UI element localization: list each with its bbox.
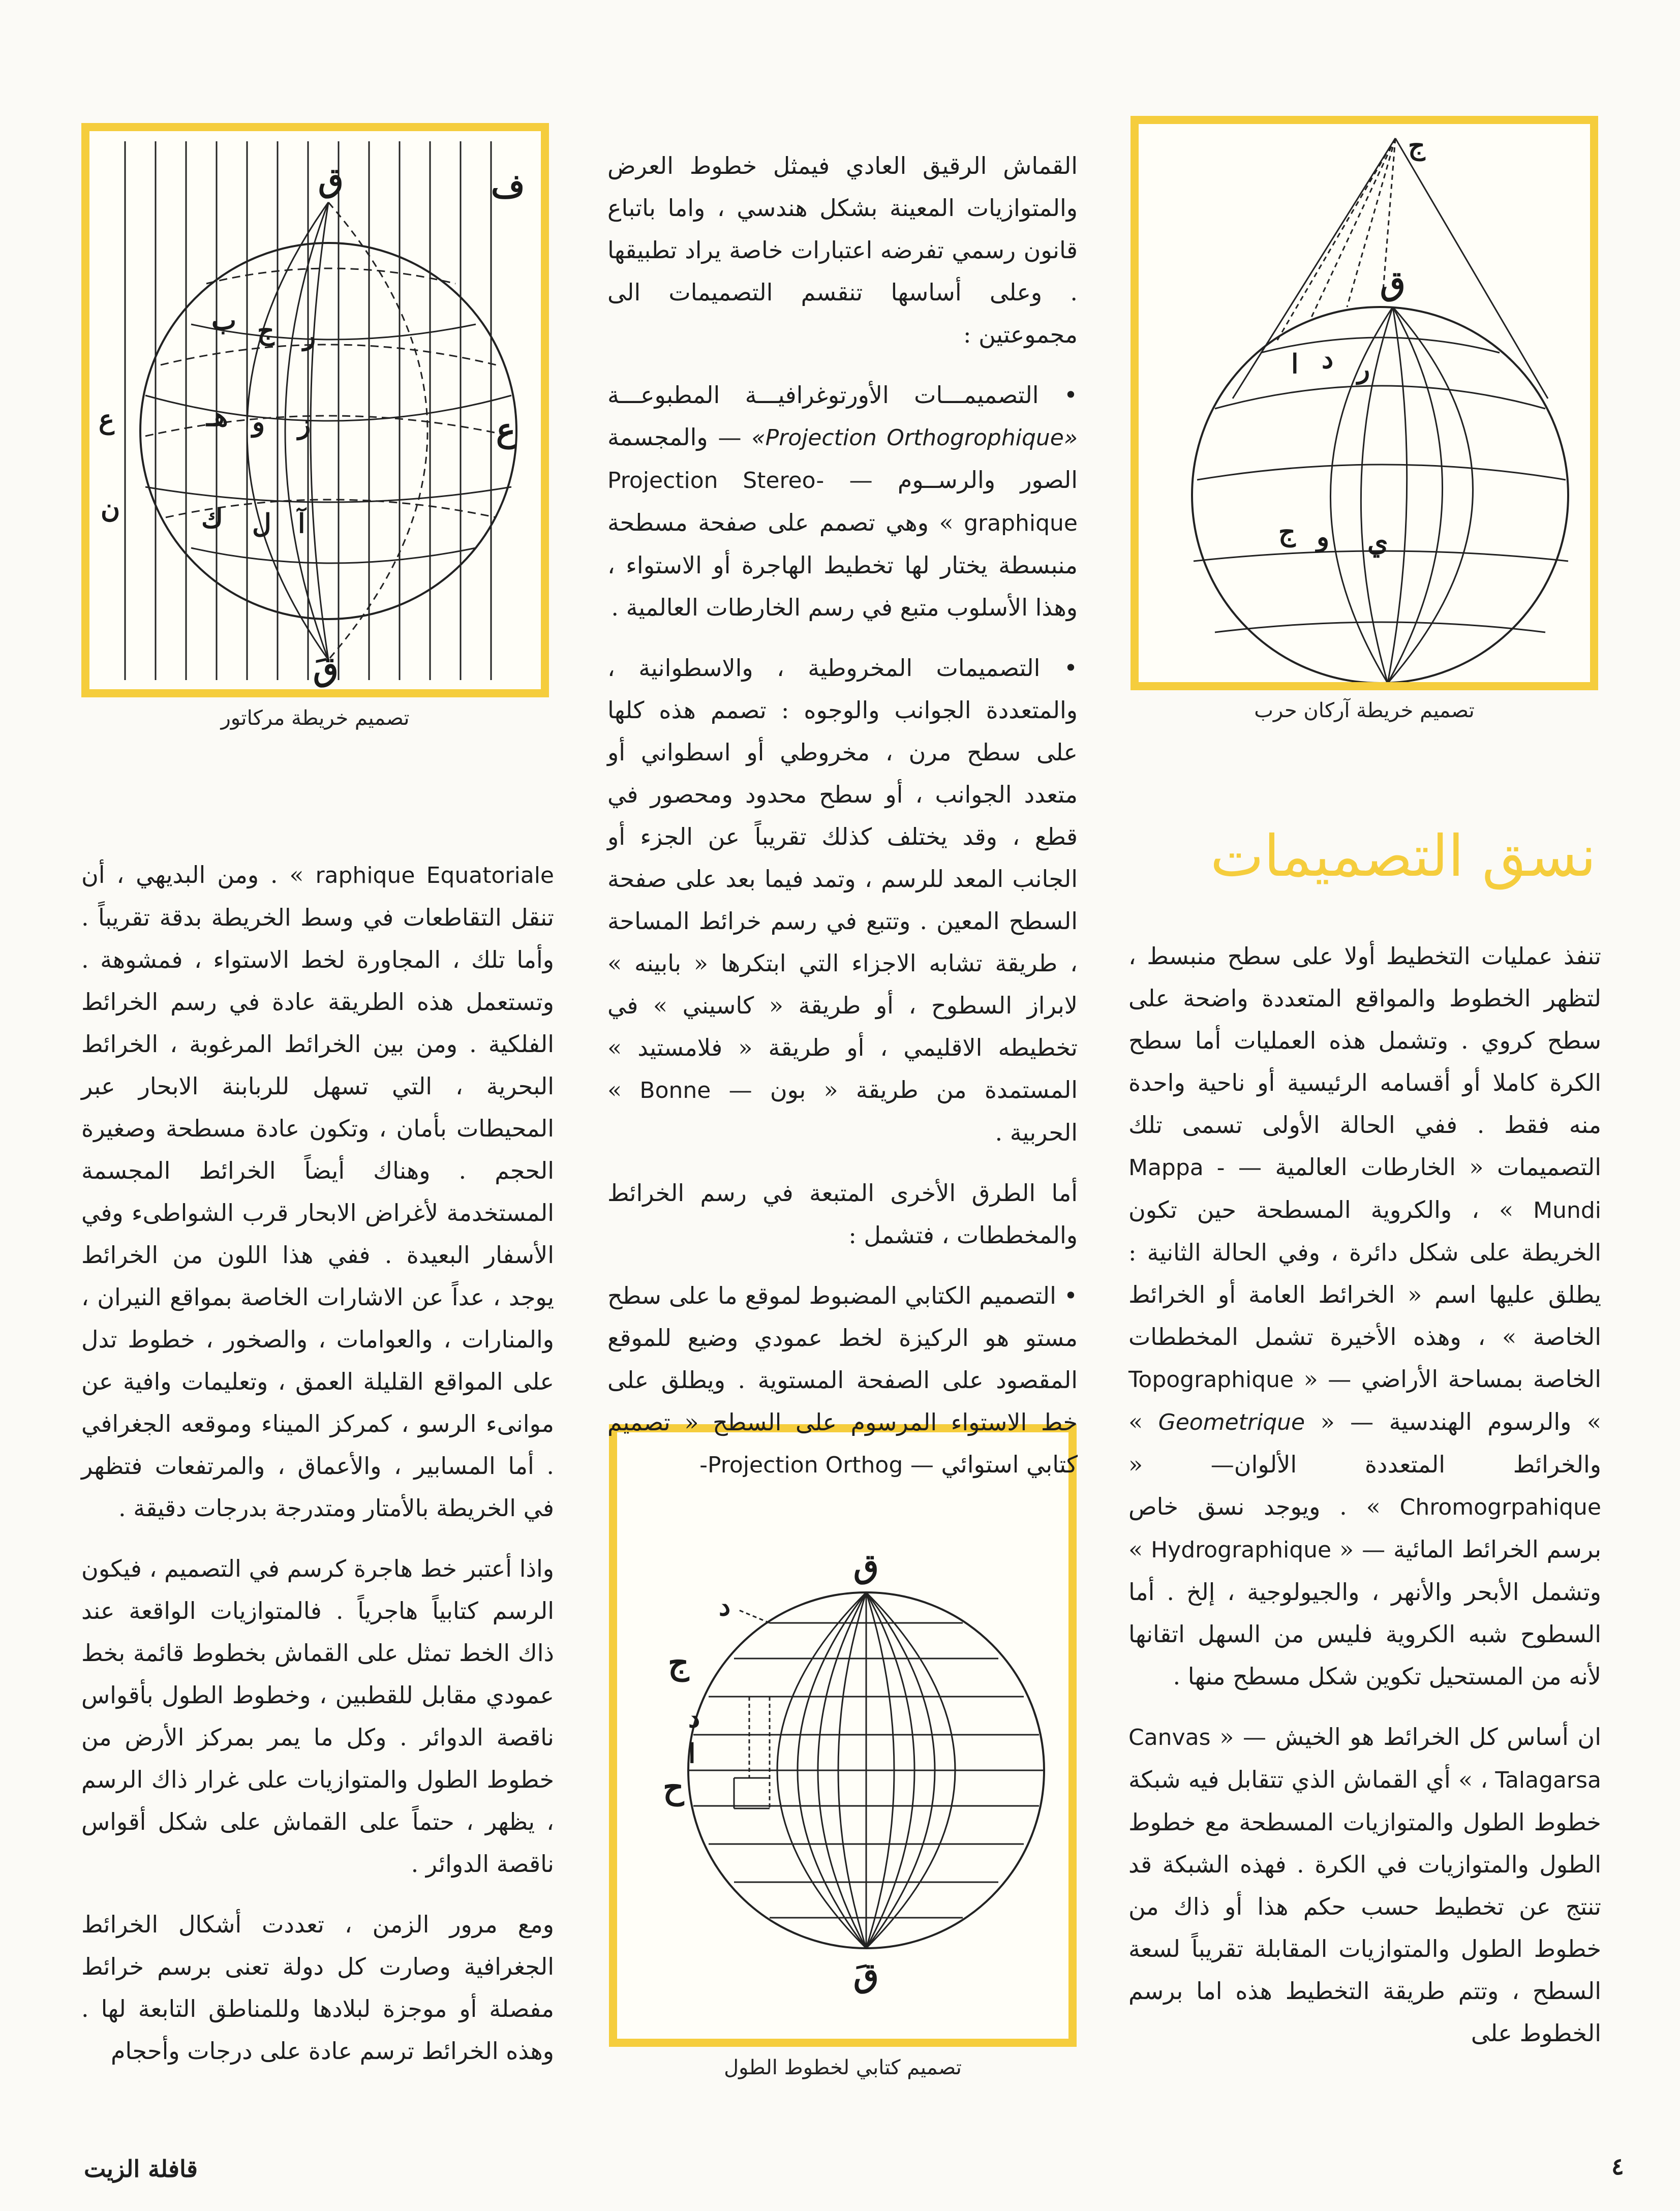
right-p1-c: » والرسوم الهندسية — « bbox=[1320, 1408, 1601, 1435]
left-p1: » . ومن البديهي ، أن تنقل التقاطعات في وسط الخريطة بدقة تقريباً . وأما تلك ، المجاورة لخط الاستواء ، فمشوهة . وتستعمل هذه الطريقة عادة في رسم الخرائط الفلكية . ومن بين الخرائط المرغوبة ، الخرائط البحرية ، التي تسهل للربابنة الابحار عبر المحيطات بأمان ، وتكون عادة مسطحة وصغيرة الحجم . وهناك أيضاً الخرائط المجسمة المستخدمة لأغراض الابحار قرب الشواطىء وفي الأسفار البعيدة . ففي هذا اللون من الخرائط يوجد ، عداً عن الاشارات الخاصة بمواقع النيران ، والمنارات ، والعوامات ، والصخور ، خطوط تدل على المواقع القليلة العمق ، وتعليمات وافية عن موانىء الرسو ، كمركز الميناء وموقعه الجغرافي . أما المسابير ، والأعماق ، والمرتفعات فتظهر في الخريطة بالأمتار ومتدرجة بدرجات دقيقة . bbox=[81, 861, 554, 1522]
middle-p2-b: — والمجسمة الصور والرســوم — bbox=[607, 423, 1078, 494]
mercator-label-k: ك bbox=[201, 503, 223, 534]
figure-mercator bbox=[81, 123, 549, 697]
column-left bbox=[81, 854, 554, 2091]
left-paragraph-2: واذا أعتبر خط هاجرة كرسم في التصميم ، فيكون الرسم كتابياً هاجرياً . فالمتوازيات الواقعة عند ذاك الخط تمثل على القماش بخطوط قائمة بخط عمودي مقابل للقطبين ، وخطوط الطول بأقواس ناقصة الدوائر . وكل ما يمر بمركز الأرض من خطوط الطول والمتوازيات على غرار ذاك الرسم ، يظهر ، حتماً على القماش على شكل أقواس ناقصة الدوائر . bbox=[81, 1555, 554, 1878]
mercator-label-left-mid: ع bbox=[99, 404, 115, 435]
caption-arkan-harb: تصميم خريطة آركان حرب bbox=[1254, 699, 1475, 722]
middle-p2-latin1: «Projection Orthogrophique» bbox=[751, 425, 1078, 451]
meridians-label-bottom: قَ bbox=[853, 1956, 879, 1994]
right-p1-e: » . ويوجد نسق خاص برسم الخرائط المائية — « bbox=[1128, 1493, 1602, 1563]
magazine-name: قافلة الزيت bbox=[84, 2155, 198, 2183]
arkan-label-w: و bbox=[1317, 521, 1330, 552]
arkan-label-y: ي bbox=[1367, 527, 1388, 558]
arkan-label-d: د bbox=[1322, 344, 1334, 375]
middle-p2-latin2: Projection Stereo-graphique bbox=[607, 468, 1078, 536]
page-number: ٤ bbox=[1611, 2153, 1624, 2180]
middle-p3-latin: Bonne bbox=[639, 1078, 711, 1103]
arkan-label-a: ا bbox=[1291, 349, 1299, 380]
right-paragraph-2 bbox=[1128, 1716, 1601, 2054]
middle-paragraph-3 bbox=[607, 647, 1078, 1154]
right-p1-latin1: Mappa - Mundi bbox=[1128, 1155, 1601, 1223]
arkan-label-j: ج bbox=[1278, 516, 1296, 547]
middle-paragraph-2 bbox=[607, 374, 1078, 629]
middle-paragraph-1: القماش الرقيق العادي فيمثل خطوط العرض والمتوازيات المعينة بشكل هندسي ، واما باتباع قانون رسمي تفرضه اعتبارات خاصة يراد تطبيقها . وعلى أساسها تنقسم التصميمات الى مجموعتين : bbox=[607, 152, 1078, 348]
meridians-label-d1: د bbox=[719, 1591, 731, 1622]
right-p1-d: » والخرائط المتعددة الألوان— « bbox=[1128, 1408, 1601, 1478]
middle-p3-end: » الحربية . bbox=[607, 1076, 1078, 1146]
mercator-label-top: ق bbox=[318, 161, 344, 199]
caption-meridians: تصميم كتابي لخطوط الطول bbox=[724, 2056, 962, 2079]
right-paragraph-1 bbox=[1128, 935, 1601, 1698]
right-p1-a: تنفذ عمليات التخطيط أولا على سطح منبسط ، لتظهر الخطوط والمواقع المتعددة واضحة على سطح كروي . وتشمل هذه العمليات أما سطح الكرة كاملا أو أقسامه الرئيسية أو ناحية واحدة منه فقط . ففي الحالة الأولى تسمى تلك التصميمات « الخارطات العالمية — bbox=[1128, 942, 1601, 1181]
right-p2-a: ان أساس كل الخرائط هو الخيش — « bbox=[1219, 1723, 1601, 1751]
middle-p5: • التصميم الكتابي المضبوط لموقع ما على سطح مستو هو الركيزة لخط عمودي وضيع للموقع المقصود على الصفحة المستوية . ويطلق على خط الاستواء المرسوم على السطح « تصميم كتابي استوائي — bbox=[607, 1282, 1078, 1478]
arkan-label-apex: ج bbox=[1408, 130, 1425, 161]
right-p1-latin4: Chromogrpahique bbox=[1399, 1494, 1601, 1520]
left-p1-latin: raphique Equatoriale bbox=[315, 863, 554, 888]
right-p1-latin3: Geometrique bbox=[1158, 1409, 1305, 1435]
middle-p3: • التصميمات المخروطية ، والاسطوانية ، والمتعددة الجوانب والوجوه : تصمم هذه كلها على سطح مرن ، مخروطي أو اسطواني أو متعدد الجوانب ، أو سطح محدود ومحصور في قطع ، وقد يختلف كذلك تقريباً عن الجزء أو الجانب المعد للرسم ، وتمد فيما بعد على صفحة السطح المعين . وتتبع في رسم خرائط المساحة ، طريقة تشابه الاجزاء التي ابتكرها « بابينه » لابراز السطوح ، أو طريقة « كاسيني » في تخطيطه الاقليمي ، أو طريقة « فلامستيد » المستمدة من طريقة « بون — bbox=[607, 654, 1078, 1103]
column-middle-top bbox=[607, 145, 1078, 1504]
caption-mercator: تصميم خريطة مركاتور bbox=[221, 707, 410, 730]
mercator-label-l: ل bbox=[252, 508, 271, 539]
middle-p2-c: » وهي تصمم على صفحة مسطحة منبسطة يختار لها تخطيط الهاجرة أو الاستواء ، وهذا الأسلوب متبع في رسم الخارطات العالمية . bbox=[607, 509, 1078, 621]
meridians-label-top: ق bbox=[853, 1547, 879, 1585]
mercator-label-z: ز bbox=[298, 409, 311, 440]
meridians-label-a: ا bbox=[688, 1738, 696, 1769]
meridians-label-h: ح bbox=[663, 1768, 684, 1806]
right-p1-latin2: Topographique bbox=[1128, 1367, 1294, 1393]
figure-meridians bbox=[609, 1424, 1077, 2047]
right-p2-b: » أي القماش الذي تتقابل فيه شبكة خطوط الطول والمتوازيات المسطحة مع خطوط الطول والمتوازيات في الكرة . فهذه الشبكة قد تنتج عن تخطيط حسب حكم هذا أو ذاك من خطوط الطول والمتوازيات المقابلة تقريباً لسعة السطح ، وتتم طريقة التخطيط هذه اما برسم الخطوط على bbox=[1128, 1766, 1601, 2047]
right-p1-f: » وتشمل الأبحر والأنهر ، والجيولوجية ، إلخ . أما السطوح شبه الكروية فليس من السهل اتقانها لأنه من المستحيل تكوين شكل مسطح منها . bbox=[1128, 1536, 1601, 1690]
mercator-label-bottom: قَ bbox=[313, 650, 339, 688]
right-p1-b: » ، والكروية المسطحة حين تكون الخريطة على شكل دائرة ، وفي الحالة الثانية : يطلق عليها اسم « الخرائط العامة أو الخرائط الخاصة » ، وهذه الأخيرة تشمل المخططات الخاصة بمساحة الأراضي — « bbox=[1128, 1196, 1601, 1393]
mercator-label-w: و bbox=[252, 407, 265, 438]
mercator-label-j: ج bbox=[257, 315, 274, 346]
arkan-harb-diagram bbox=[1139, 124, 1590, 682]
left-paragraph-1 bbox=[81, 854, 554, 1529]
meridians-diagram bbox=[617, 1432, 1068, 2039]
left-paragraph-3: ومع مرور الزمن ، تعددت أشكال الخرائط الجغرافية وصارت كل دولة تعنى برسم خرائط مفصلة أو موجزة لبلادها وللمناطق التابعة لها . وهذه الخرائط ترسم عادة على درجات وأحجام bbox=[81, 1911, 554, 2065]
mercator-label-corner: ف bbox=[491, 167, 525, 205]
column-right bbox=[1128, 935, 1601, 2073]
middle-p5-latin: Projection Orthog- bbox=[699, 1452, 903, 1478]
mercator-label-left-lower: ن bbox=[101, 493, 120, 524]
arkan-label-pole: ق bbox=[1380, 264, 1406, 302]
meridians-label-j: ج bbox=[668, 1644, 689, 1682]
middle-paragraph-5 bbox=[607, 1275, 1078, 1486]
right-p2-latin: Canvas ، Talagarsa bbox=[1128, 1725, 1601, 1793]
right-p1-latin5: Hydrographique bbox=[1151, 1537, 1332, 1563]
mercator-label-r: ر bbox=[303, 320, 316, 351]
mercator-label-right-mid: ع bbox=[496, 411, 516, 449]
middle-paragraph-4: أما الطرق الأخرى المتبعة في رسم الخرائط والمخططات ، فتشمل : bbox=[607, 1179, 1078, 1249]
mercator-label-b: ب bbox=[211, 305, 236, 336]
meridians-label-d2: د bbox=[688, 1703, 700, 1734]
arkan-label-r: ر bbox=[1357, 354, 1370, 385]
figure-arkan-harb bbox=[1131, 116, 1598, 690]
middle-p2-a: • التصميمـــات الأورتوغرافيـــة المطبوعـــة bbox=[607, 381, 1078, 409]
mercator-diagram bbox=[89, 131, 541, 689]
section-heading: نسق التصميمات bbox=[1210, 823, 1596, 889]
mercator-label-h: هـ bbox=[206, 402, 228, 433]
mercator-label-aa: آ bbox=[298, 508, 306, 539]
